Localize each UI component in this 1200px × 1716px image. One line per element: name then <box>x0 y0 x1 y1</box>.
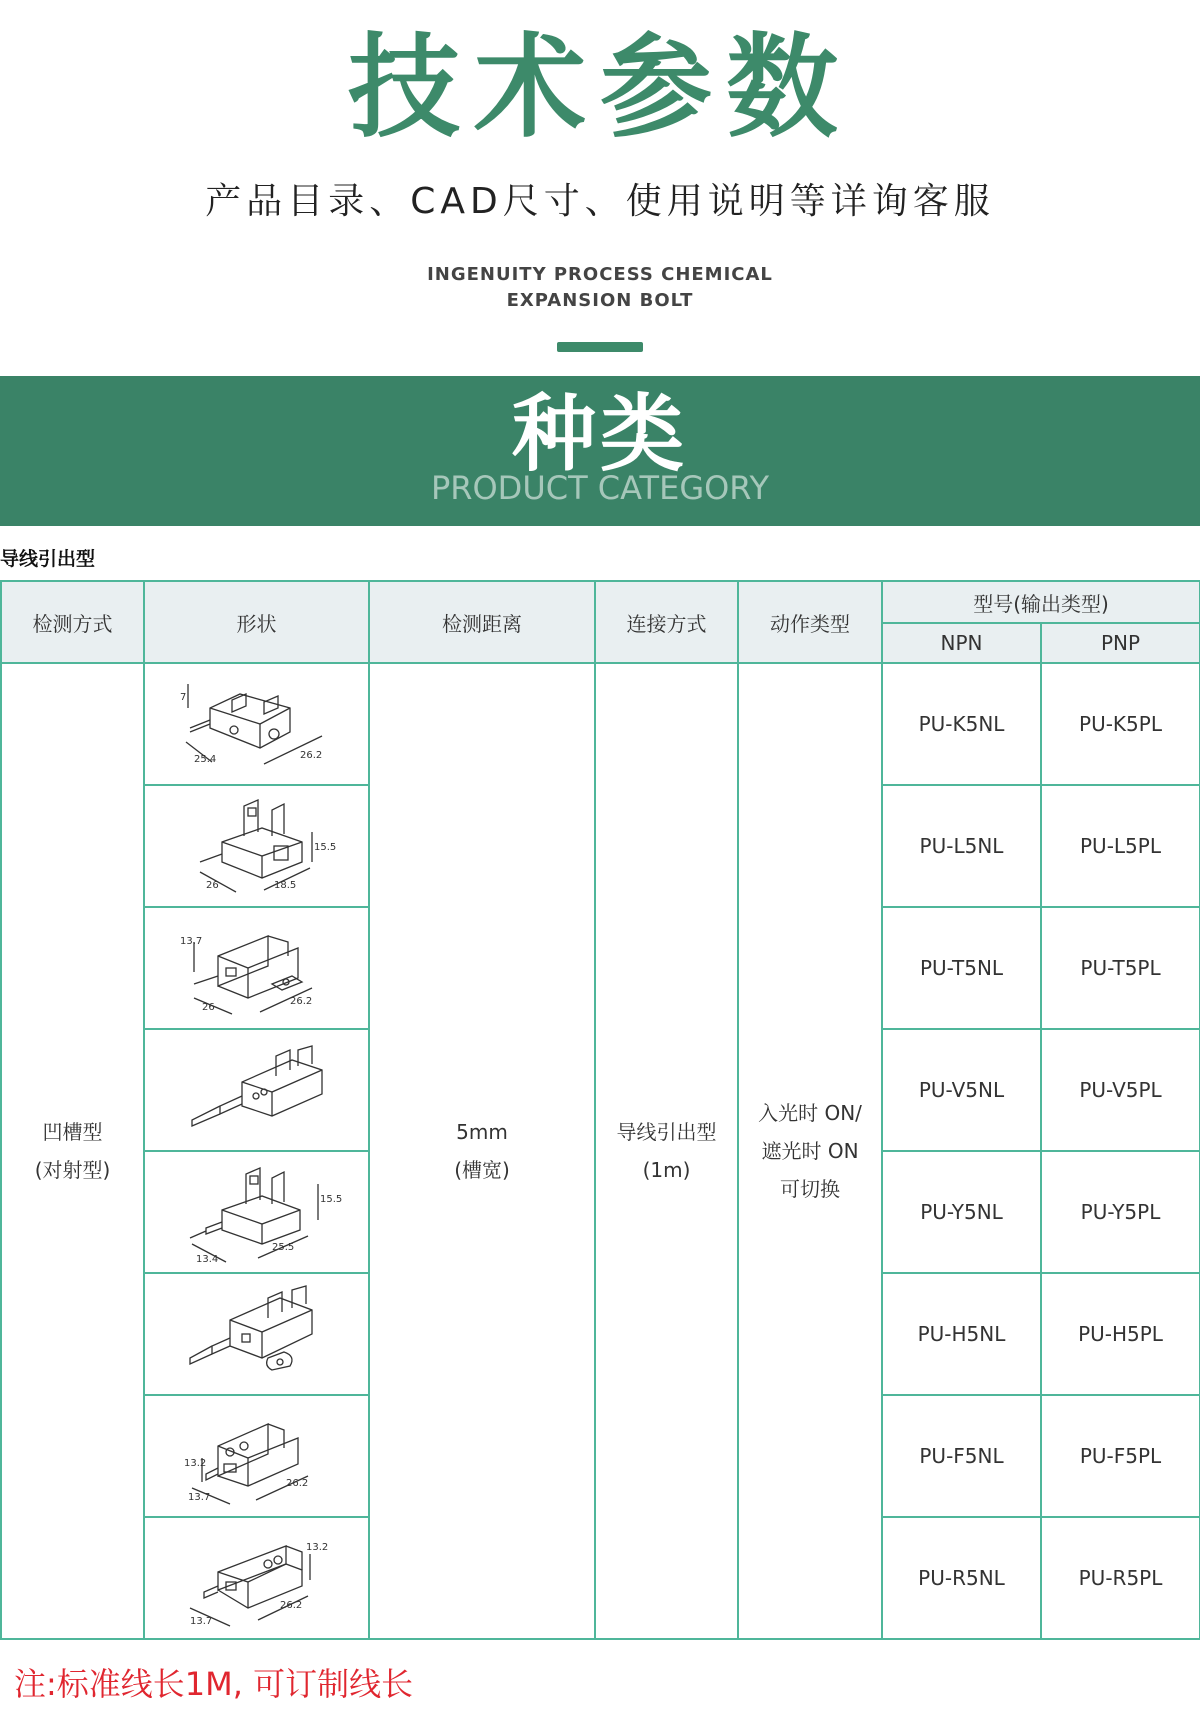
banner-title: 种类 <box>511 385 688 483</box>
npn-model: PU-F5NL <box>882 1395 1041 1517</box>
page-subtitle: 产品目录、CAD尺寸、使用说明等详询客服 <box>205 181 995 222</box>
shape-cell <box>144 785 369 907</box>
dimension-label: 26.2 <box>299 750 322 761</box>
connection-line: (1m) <box>642 1158 691 1182</box>
header-npn: NPN <box>882 623 1041 663</box>
dimension-label: 15.5 <box>313 842 336 853</box>
category-banner <box>0 376 1200 526</box>
distance-cell <box>369 663 595 1639</box>
footnote: 注:标准线长1M, 可订制线长 <box>14 1665 414 1703</box>
action-cell <box>738 663 882 1639</box>
shape-cell <box>144 1151 369 1273</box>
header-action: 动作类型 <box>738 581 882 663</box>
shape-cell <box>144 1273 369 1395</box>
dimension-label: 13.7 <box>187 1492 210 1503</box>
shape-cell <box>144 663 369 785</box>
english-tagline-line2: EXPANSION BOLT <box>506 290 694 311</box>
dimension-label: 13.2 <box>305 1542 328 1553</box>
pnp-model: PU-T5PL <box>1041 907 1200 1029</box>
dimension-label: 26.2 <box>289 996 312 1007</box>
distance-line: (槽宽) <box>454 1158 510 1182</box>
detection-method-line: (对射型) <box>34 1158 111 1182</box>
header-model: 型号(输出类型) <box>882 581 1200 623</box>
sensor-diagram-icon <box>172 1036 342 1144</box>
npn-model: PU-R5NL <box>882 1517 1041 1639</box>
title-divider <box>557 342 643 352</box>
pnp-model: PU-F5PL <box>1041 1395 1200 1517</box>
shape-cell <box>144 1517 369 1639</box>
english-tagline-line1: INGENUITY PROCESS CHEMICAL <box>427 264 773 285</box>
npn-model: PU-L5NL <box>882 785 1041 907</box>
table-row <box>1 663 1200 785</box>
shape-cell <box>144 1029 369 1151</box>
shape-cell <box>144 907 369 1029</box>
shape-cell <box>144 1395 369 1517</box>
sensor-diagram-icon <box>172 792 342 900</box>
connection-line: 导线引出型 <box>616 1120 717 1144</box>
dimension-label: 26.2 <box>285 1478 308 1489</box>
sensor-diagram-icon <box>172 914 342 1022</box>
dimension-label: 15.5 <box>319 1194 342 1205</box>
header-pnp: PNP <box>1041 623 1200 663</box>
npn-model: PU-K5NL <box>882 663 1041 785</box>
sensor-diagram-icon <box>172 1280 342 1388</box>
sensor-diagram-icon <box>172 670 342 778</box>
dimension-label: 26 <box>201 1002 215 1013</box>
dimension-label: 26.2 <box>279 1600 302 1611</box>
npn-model: PU-T5NL <box>882 907 1041 1029</box>
dimension-label: 7 <box>179 692 186 703</box>
connection-cell <box>595 663 738 1639</box>
detection-method-line: 凹槽型 <box>42 1120 103 1144</box>
dimension-label: 13.4 <box>195 1254 218 1265</box>
dimension-label: 25.4 <box>193 754 216 765</box>
pnp-model: PU-H5PL <box>1041 1273 1200 1395</box>
header-connection: 连接方式 <box>595 581 738 663</box>
npn-model: PU-Y5NL <box>882 1151 1041 1273</box>
pnp-model: PU-Y5PL <box>1041 1151 1200 1273</box>
pnp-model: PU-K5PL <box>1041 663 1200 785</box>
english-tagline <box>0 262 1200 314</box>
npn-model: PU-V5NL <box>882 1029 1041 1151</box>
header-detection-method: 检测方式 <box>1 581 144 663</box>
dimension-label: 13.2 <box>183 1458 206 1469</box>
dimension-label: 13.7 <box>179 936 202 947</box>
dimension-label: 18.5 <box>273 880 296 891</box>
pnp-model: PU-L5PL <box>1041 785 1200 907</box>
sensor-diagram-icon <box>172 1524 342 1632</box>
npn-model: PU-H5NL <box>882 1273 1041 1395</box>
page-title: 技术参数 <box>348 23 852 153</box>
dimension-label: 13.7 <box>189 1616 212 1627</box>
header-distance: 检测距离 <box>369 581 595 663</box>
detection-method-cell <box>1 663 144 1639</box>
action-line: 可切换 <box>780 1177 840 1201</box>
action-line: 入光时 ON/ <box>758 1101 862 1125</box>
section-label: 导线引出型 <box>0 548 96 570</box>
header-shape: 形状 <box>144 581 369 663</box>
sensor-diagram-icon <box>172 1402 342 1510</box>
banner-subtitle: PRODUCT CATEGORY <box>430 469 770 507</box>
spec-table <box>0 580 1200 1640</box>
distance-line: 5mm <box>456 1120 508 1144</box>
pnp-model: PU-R5PL <box>1041 1517 1200 1639</box>
dimension-label: 26 <box>205 880 219 891</box>
pnp-model: PU-V5PL <box>1041 1029 1200 1151</box>
dimension-label: 25.5 <box>271 1242 294 1253</box>
action-line: 遮光时 ON <box>761 1139 859 1163</box>
sensor-diagram-icon <box>172 1158 342 1266</box>
